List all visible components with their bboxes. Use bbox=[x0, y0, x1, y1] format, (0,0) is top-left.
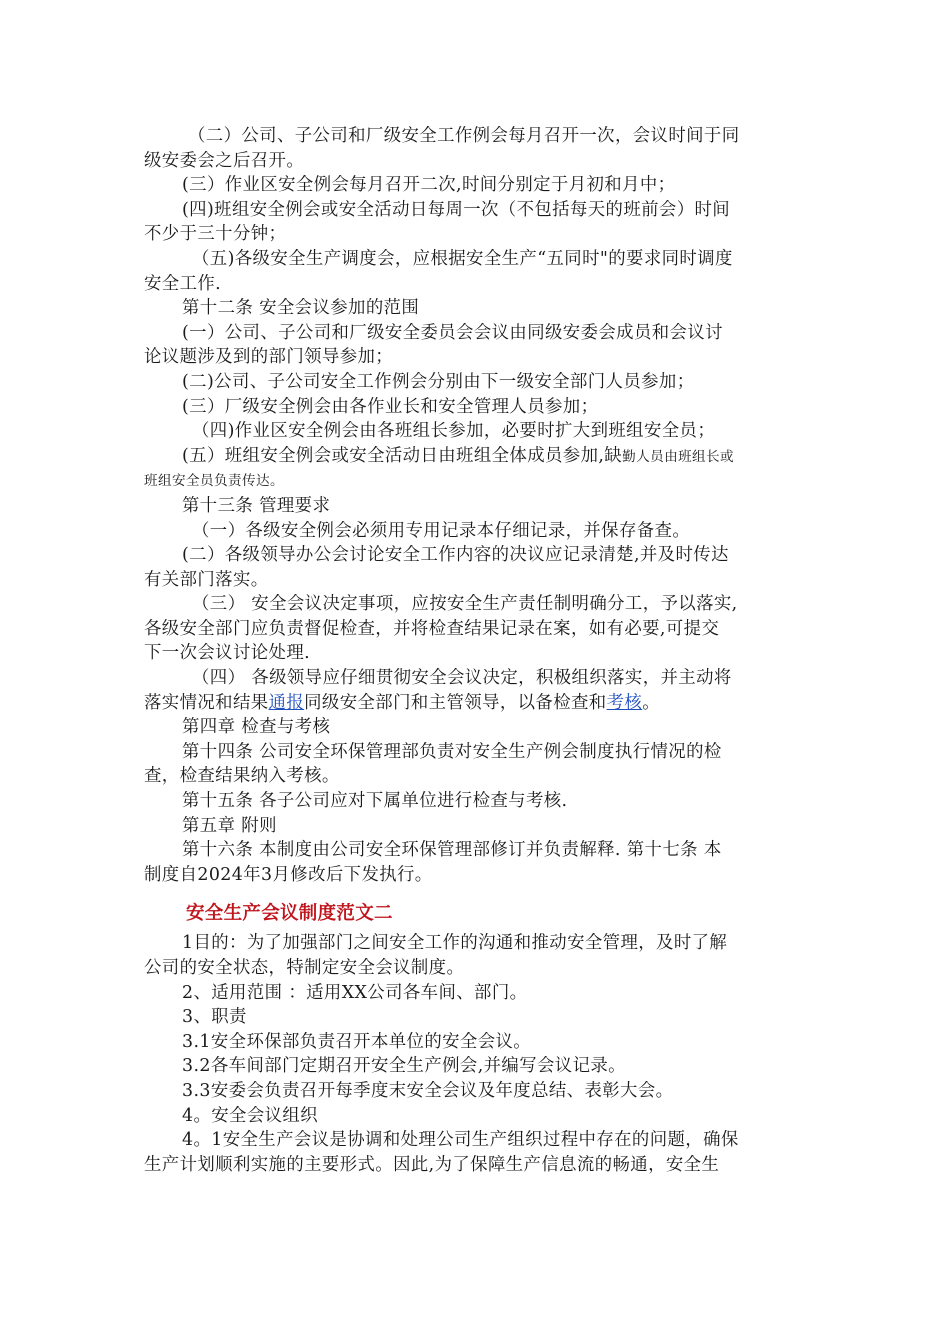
assessment-link[interactable]: 考核 bbox=[606, 692, 643, 713]
paragraph-line: 1目的：为了加强部门之间安全工作的沟通和推动安全管理，及时了解 bbox=[182, 933, 728, 954]
paragraph-line bbox=[144, 444, 784, 470]
paragraph-line: 3.3安委会负责召开每季度末安全会议及年度总结、表彰大会。 bbox=[182, 1080, 674, 1101]
paragraph-line: (三）厂级安全例会由各作业长和安全管理人员参加； bbox=[182, 396, 599, 417]
paragraph-line: (一）公司、子公司和厂级安全委员会会议由同级安委会成员和会议讨 bbox=[182, 322, 723, 343]
chapter-heading: 第五章 附则 bbox=[182, 815, 277, 836]
paragraph-line: (二)公司、子公司安全工作例会分别由下一级安全部门人员参加； bbox=[182, 371, 695, 392]
paragraph-line: 论议题涉及到的部门领导参加； bbox=[144, 347, 394, 368]
paragraph-line: 级安委会之后召开。 bbox=[144, 150, 305, 171]
paragraph-line: 各级安全部门应负责督促检查，并将检查结果记录在案，如有必要,可提交 bbox=[144, 618, 720, 639]
paragraph-line: 3、职责 bbox=[182, 1007, 247, 1028]
paragraph-line: (四)班组安全例会或安全活动日每周一次（不包括每天的班前会）时间 bbox=[182, 199, 731, 220]
paragraph-line: （一）各级安全例会必须用专用记录本仔细记录，并保存备查。 bbox=[192, 520, 691, 541]
small-text-line: 班组安全员负责传达。 bbox=[144, 473, 284, 490]
paragraph-line: （五)各级安全生产调度会，应根据安全生产“五同时"的要求同时调度 bbox=[192, 248, 733, 269]
paragraph-text: (五）班组安全例会或安全活动日由班组全体成员参加,缺 bbox=[182, 445, 623, 466]
paragraph-line: 第十四条 公司安全环保管理部负责对安全生产例会制度执行情况的检 bbox=[182, 741, 722, 762]
paragraph-line: (三）作业区安全例会每月召开二次,时间分别定于月初和月中； bbox=[182, 175, 676, 196]
paragraph-text: 同级安全部门和主管领导，以备检查和 bbox=[304, 692, 607, 713]
chapter-heading: 第四章 检查与考核 bbox=[182, 717, 331, 738]
paragraph-line: 安全工作. bbox=[144, 273, 222, 294]
paragraph-line: （四)作业区安全例会由各班组长参加，必要时扩大到班组安全员； bbox=[192, 421, 716, 442]
paragraph-line: 4。1安全生产会议是协调和处理公司生产组织过程中存在的问题，确保 bbox=[182, 1130, 739, 1151]
paragraph-line bbox=[144, 691, 784, 716]
paragraph-line: 有关部门落实。 bbox=[144, 569, 269, 590]
paragraph-line: 制度自2024年3月修改后下发执行。 bbox=[144, 864, 433, 885]
paragraph-line: 下一次会议讨论处理. bbox=[144, 643, 311, 664]
paragraph-line: 第十六条 本制度由公司安全环保管理部修订并负责解释. 第十七条 本 bbox=[182, 840, 722, 861]
paragraph-line: （四） 各级领导应仔细贯彻安全会议决定，积极组织落实，并主动将 bbox=[192, 668, 732, 689]
paragraph-line: 第十五条 各子公司应对下属单位进行检查与考核. bbox=[182, 791, 568, 812]
paragraph-line: （二）公司、子公司和厂级安全工作例会每月召开一次，会议时间于同 bbox=[188, 126, 740, 146]
small-text: 勤人员由班组长或 bbox=[622, 448, 735, 465]
paragraph-text: 落实情况和结果 bbox=[144, 692, 269, 713]
paragraph-text: 。 bbox=[642, 692, 660, 713]
article-heading: 第十二条 安全会议参加的范围 bbox=[182, 298, 420, 319]
notify-link[interactable]: 通报 bbox=[268, 692, 305, 713]
paragraph-line: 4。安全会议组织 bbox=[182, 1105, 318, 1126]
section-title: 安全生产会议制度范文二 bbox=[186, 903, 393, 925]
paragraph-line: 3.1安全环保部负责召开本单位的安全会议。 bbox=[182, 1031, 532, 1052]
document-body bbox=[144, 124, 784, 1177]
paragraph-line: 3.2各车间部门定期召开安全生产例会,并编写会议记录。 bbox=[182, 1056, 626, 1077]
paragraph-line: 不少于三十分钟； bbox=[144, 224, 287, 245]
paragraph-line: 生产计划顺利实施的主要形式。因此,为了保障生产信息流的畅通，安全生 bbox=[144, 1154, 720, 1175]
paragraph-line: 2、适用范围 ：适用XX公司各车间、部门。 bbox=[182, 982, 528, 1003]
paragraph-line: 查，检查结果纳入考核。 bbox=[144, 766, 340, 787]
paragraph-line: (二）各级领导办公会讨论安全工作内容的决议应记录清楚,并及时传达 bbox=[182, 545, 729, 566]
article-heading: 第十三条 管理要求 bbox=[182, 495, 331, 516]
paragraph-line: （三） 安全会议决定事项，应按安全生产责任制明确分工，予以落实, bbox=[192, 594, 738, 615]
paragraph-line: 公司的安全状态，特制定安全会议制度。 bbox=[144, 958, 465, 978]
